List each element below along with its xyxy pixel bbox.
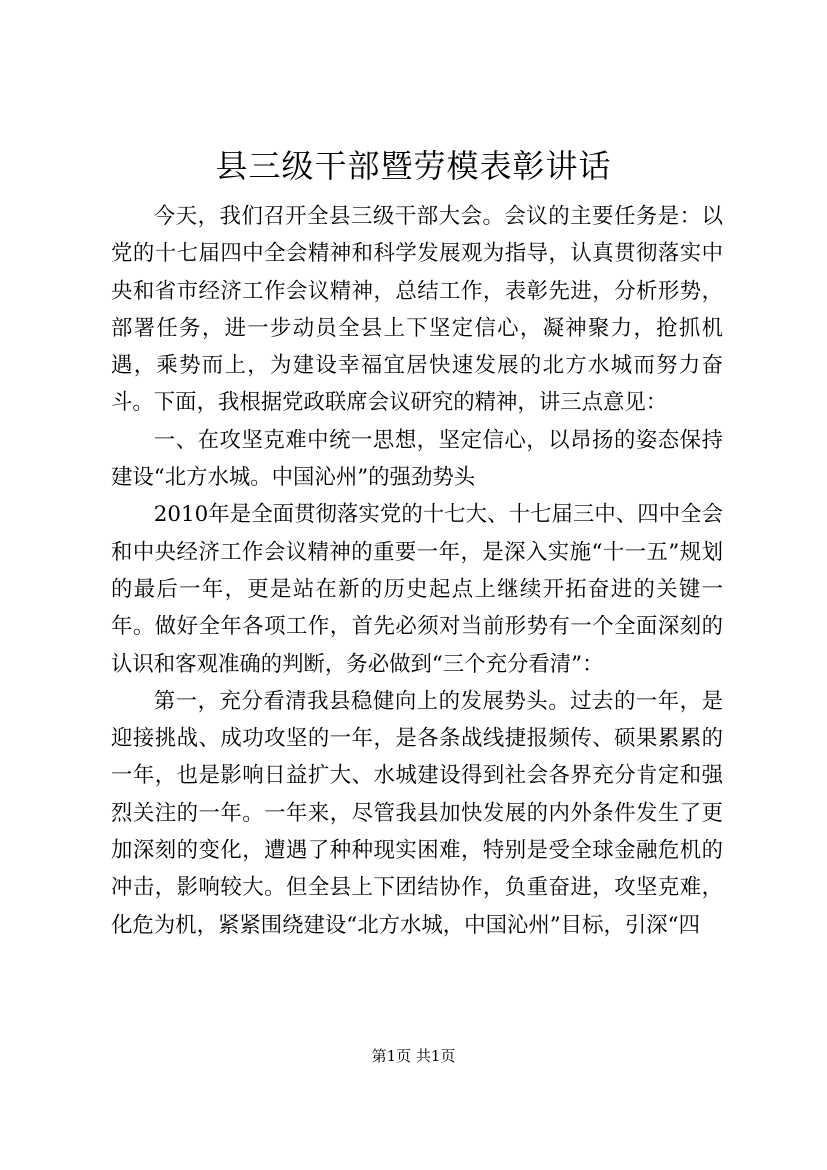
- page-number-footer: 第1页 共1页: [371, 1047, 456, 1065]
- document-body: [111, 198, 723, 944]
- paragraph-situation: 2010年是全面贯彻落实党的十七大、十七届三中、四中全会和中央经济工作会议精神的重要一年，是深入实施“十一五”规划的最后一年，更是站在新的历史起点上继续开拓奋进的关键一年。做好全年各项工作，首先必须对当前形势有一个全面深刻的认识和客观准确的判断，务必做到“三个充分看清”：: [111, 502, 723, 677]
- paragraph-section-heading: 一、在攻坚克难中统一思想，坚定信心，以昂扬的姿态保持建设“北方水城。中国沁州”的强劲势头: [111, 427, 723, 491]
- paragraph-first-point: 第一，充分看清我县稳健向上的发展势头。过去的一年，是迎接挑战、成功攻坚的一年，是各条战线捷报频传、硕果累累的一年，也是影响日益扩大、水城建设得到社会各界充分肯定和强烈关注的一年。一年来，尽管我县加快发展的内外条件发生了更加深刻的变化，遭遇了种种现实困难，特别是受全球金融危机的冲击，影响较大。但全县上下团结协作，负重奋进，攻坚克难，化危为机，紧紧围绕建设“北方水城，中国沁州”目标，引深“四: [111, 688, 723, 938]
- paragraph-intro: 今天，我们召开全县三级干部大会。会议的主要任务是：以党的十七届四中全会精神和科学发展观为指导，认真贯彻落实中央和省市经济工作会议精神，总结工作，表彰先进，分析形势，部署任务，进一步动员全县上下坚定信心，凝神聚力，抢抓机遇，乘势而上，为建设幸福宜居快速发展的北方水城而努力奋斗。下面，我根据党政联席会议研究的精神，讲三点意见：: [111, 204, 723, 416]
- document-title: 县三级干部暨劳模表彰讲话: [215, 147, 612, 185]
